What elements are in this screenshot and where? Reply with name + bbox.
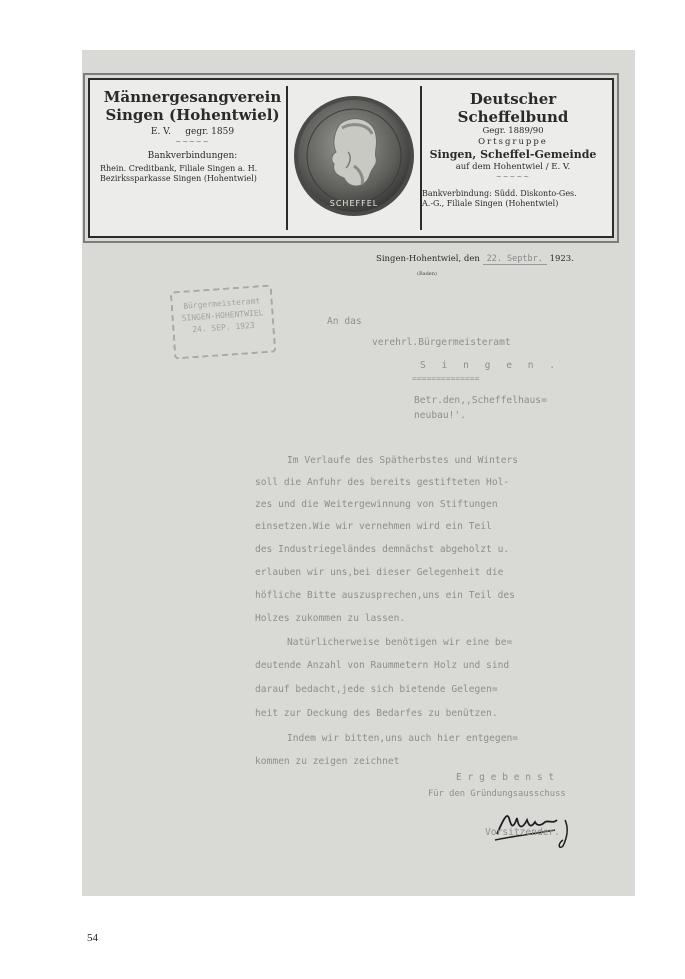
body-p2-line-2: deutende Anzahl von Raummetern Holz und sind [255,660,510,671]
body-p1-line-7: höfliche Bitte auszusprechen,uns ein Teil des [255,590,515,601]
society-bank-line-1: Bankverbindung: Südd. Diskonto-Ges. [422,188,577,198]
stamp-line-3: 24. SEP. 1923 [191,320,255,335]
body-p2-line-4: heit zur Deckung des Bedarfes zu benützen. [255,708,498,719]
society-bank-line-2: A.-G., Filiale Singen (Hohentwiel) [422,198,559,208]
subject-line-2: neubau!'. [414,410,466,421]
letterhead-divider-left [286,86,288,230]
address-line-1: An das [327,316,362,327]
body-p2-line-3: darauf bedacht,jede sich bietende Gelegen= [255,684,498,695]
body-p1-line-3: zes und die Weitergewinnung von Stiftungen [255,499,498,510]
closing-line-3: Vorsitzender. [485,827,561,838]
dateline-sub: (Baden) [417,271,437,277]
body-p1-line-6: erlauben wir uns,bei dieser Gelegenheit die [255,567,504,578]
address-line-2: verehrl.Bürgermeisteramt [372,337,511,348]
society-place: Singen, Scheffel-Gemeinde [429,148,597,162]
body-p3-line-1: Indem wir bitten,uns auch hier entgegen= [287,733,519,744]
bank-title: Bankverbindungen: [147,151,238,161]
stamp-line-2: SINGEN-HOHENTWIEL [181,308,264,323]
scheffel-medallion [290,86,418,226]
subject-line-1: Betr.den,,Scheffelhaus= [414,395,547,406]
dateline-date: 22. Septbr. [483,254,547,265]
society-founded: Gegr. 1889/90 [482,126,544,136]
divider-ornament-right: ~~~~~ [495,173,531,182]
closing-line-1: E r g e b e n s t [456,772,555,783]
closing-line-2: Für den Gründungsausschuss [428,789,566,799]
body-p2-line-1: Natürlicherweise benötigen wir eine be= [287,637,513,648]
dateline-place: Singen-Hohentwiel, den [376,254,480,264]
club-founded: gegr. 1859 [185,127,235,137]
body-p1-line-2: soll die Anfuhr des bereits gestifteten Hol- [255,477,510,488]
club-ev: E. V. [150,127,171,137]
society-place2: auf dem Hohentwiel / E. V. [455,162,571,173]
society-name: Deutscher Scheffelbund [457,90,569,126]
society-group: Ortsgruppe [478,137,548,148]
body-p3-line-2: kommen zu zeigen zeichnet [255,756,400,767]
bank-line-2: Bezirkssparkasse Singen (Hohentwiel) [100,174,257,184]
body-p1-line-4: einsetzen.Wie wir vernehmen wird ein Teil [255,521,492,532]
bank-line-1: Rhein. Creditbank, Filiale Singen a. H. [100,164,258,174]
club-name-line1: Männergesangverein [103,88,282,106]
body-p1-line-8: Holzes zukommen zu lassen. [255,613,406,624]
signature-icon [493,800,583,850]
received-stamp [170,285,276,360]
portrait-medallion-icon [292,94,416,218]
medallion-label: SCHEFFEL [329,199,379,208]
body-p1-line-5: des Industriegeländes demnächst abgeholzt u. [255,544,510,555]
stamp-line-1: Bürgermeisteramt [182,296,261,311]
dateline-year: 1923. [549,254,574,264]
letterhead-right-block [422,90,604,230]
letterhead-left-block [100,88,285,228]
body-p1-line-1: Im Verlaufe des Spätherbstes und Winters [287,455,519,466]
divider-ornament: ~~~~~ [175,138,210,147]
address-underline: ============== [412,374,480,383]
letterhead [88,78,614,238]
club-name-line2: Singen (Hohentwiel) [105,106,280,124]
page-number: 54 [87,932,98,944]
address-line-3: S i n g e n . [420,360,561,371]
dateline [376,254,616,272]
